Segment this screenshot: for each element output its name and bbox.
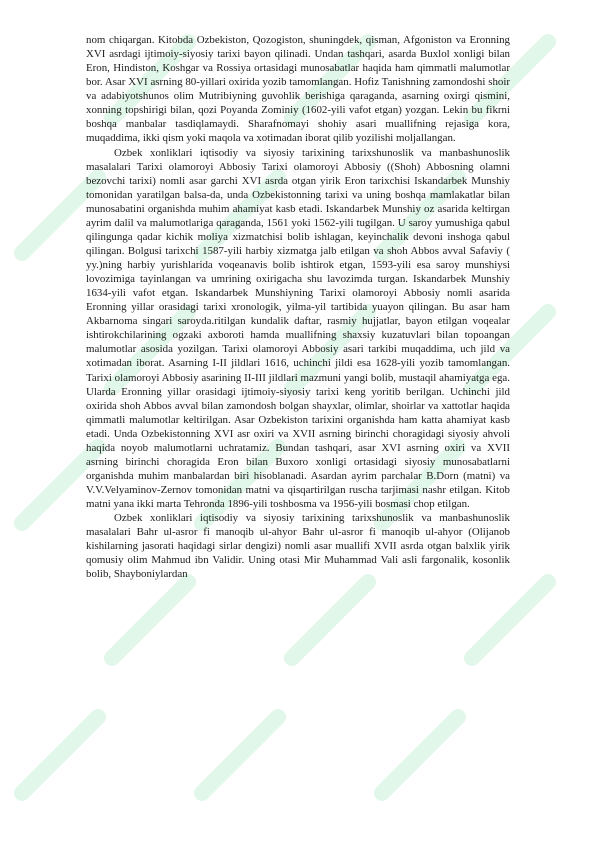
- watermark-stroke: [292, 582, 368, 658]
- document-body: [86, 33, 510, 581]
- watermark-stroke: [382, 717, 458, 793]
- watermark-stroke: [22, 717, 98, 793]
- paragraph-3: Ozbek xonliklari iqtisodiy va siyosiy tarixining tarixshunoslik va manbashunoslik masalalari Bahr ul-asror fi manoqib ul-ahyor Bahr ul-asror fi manoqib ul-ahyor (Olijanob kishilarning jasorati haqidagi sirlar dengizi) nomli asar muallifi XVII asrda otgan balxlik yirik qomusiy olim Mahmud ibn Validir. Uning otasi Mir Muhammad Vali asli fargonalik, kosonlik bolib, Shayboniylardan: [86, 512, 510, 581]
- paragraph-2: Ozbek xonliklari iqtisodiy va siyosiy tarixining tarixshunoslik va manbashunoslik masalalari Tarixi olamoroyi Abbosiy Tarixi olamoroyi Abbosiy ((Shoh) Abbosning olamni bezovchi tarixi) nomli asar garchi XVI asrda otgan yirik Eron tarixchisi Iskandarbek Munshiy tomonidan yaratilgan balsa-da, unda Ozbekistonning tarixi va uning boshqa mamlakatlar bilan munosabatini organishda muhim ahamiyat kasb etadi. Iskandarbek Munshiy oz asarida keltirgan ayrim dalil va malumotlariga qaraganda, 1561 yoki 1562-yili tugilgan. U saroy yumushiga qabul qilingunga qadar kichik moliya xizmatchisi bolib ishlagan, keyinchalik devoni inshoga qabul qilingan. Bolgusi tarixchi 1587-yili harbiy xizmatga jalb etilgan va shoh Abbos avval Safaviy ( yy.)ning harbiy yurishlarida voqeanavis bolib ishtirok etgan, 1593-yili esa saroy munshiysi lovozimiga tayinlangan va umrining oxirigacha shu lavozimda turgan. Iskandarbek Munshiy 1634-yili vafot etgan. Iskandarbek Munshiyning Tarixi olamoroyi Abbosiy nomli asarida Eronning yillar orasidagi tarixi xronologik, yilma-yil tartibida yuayon qilingan. Bu asar ham Akbarnoma singari saroyda.ritilgan kundalik daftar, rasmiy hujjatlar, bayon etilgan voqealar ishtirokchilarining ogzaki axboroti hamda muallifning shaxsiy kuzatuvlari bilan topoangan malumotlar asosida yozilgan. Tarixi olamoroyi Abbosiy asari tarkibi muqaddima, uch jild va xotimadan iborat. Asarning I-II jildlari 1616, uchinchi jildi esa 1628-yili yozib tamomlangan. Tarixi olamoroyi Abbosiy asarining II-III jildlari mazmuni yangi bolib, mustaqil ahamiyatga ega. Ularda Eronning yillar orasidagi ijtimoiy-siyosiy tarixi keng yoritib berilgan. Uchinchi jild oxirida shoh Abbos avval bilan zamondosh bolgan shayxlar, olimlar, shoirlar va xattotlar haqida qimmatli malumotlar keltirilgan. Asar Ozbekiston tarixini organishda ham katta ahamiyat kasb etadi. Unda Ozbekistonning XVI asr oxiri va XVII asrning birinchi choragidagi siyosiy ahvoli haqida noyob malumotlarni uchratamiz. Bundan tashqari, asar XVI asrning oxiri va XVII asrning birinchi choragida Eron bilan Buxoro xonligi ortasidagi siyosiy munosabatlarni organishda muhim manbalardan biri hisoblanadi. Asardan ayrim parchalar B.Dorn (matni) va V.V.Velyaminov-Zernov tomonidan matni va qisqartirilgan ruscha tarjimasi nashr etilgan. Kitob matni yana ikki marta Tehronda 1896-yili toshbosma va 1956-yili bosmasi chop etilgan.: [86, 146, 510, 511]
- watermark-stroke: [472, 582, 548, 658]
- paragraph-1: nom chiqargan. Kitobda Ozbekiston, Qozogiston, shuningdek, qisman, Afgoniston va Eronning XVI asrdagi ijtimoiy-siyosiy tarixi bayon qilinadi. Undan tashqari, asarda Buxlol xonligi bilan Eron, Hindiston, Koshgar va Rossiya ortasidagi munosabatlar haqida ham qimmatli malumotlar bor. Asar XVI asrning 80-yillari oxirida yozib tamomlangan. Hofiz Tanishning zamondoshi shoir va adabiyotshunos olim Mutribiyning guvohlik berishiga qaraganda, asarning oxirgi qismini, xonning topshirigi bilan, qozi Poyanda Zominiy (1602-yili vafot etgan) yozgan. Lekin bu fikrni boshqa manbalar tasdiqlamaydi. Sharafnomayi shohiy asari muallifning rejasiga kora, muqaddima, ikki qism yoki maqola va xotimadan iborat qilib yozilishi moljallangan.: [86, 34, 510, 145]
- watermark-stroke: [202, 717, 278, 793]
- watermark-stroke: [112, 582, 188, 658]
